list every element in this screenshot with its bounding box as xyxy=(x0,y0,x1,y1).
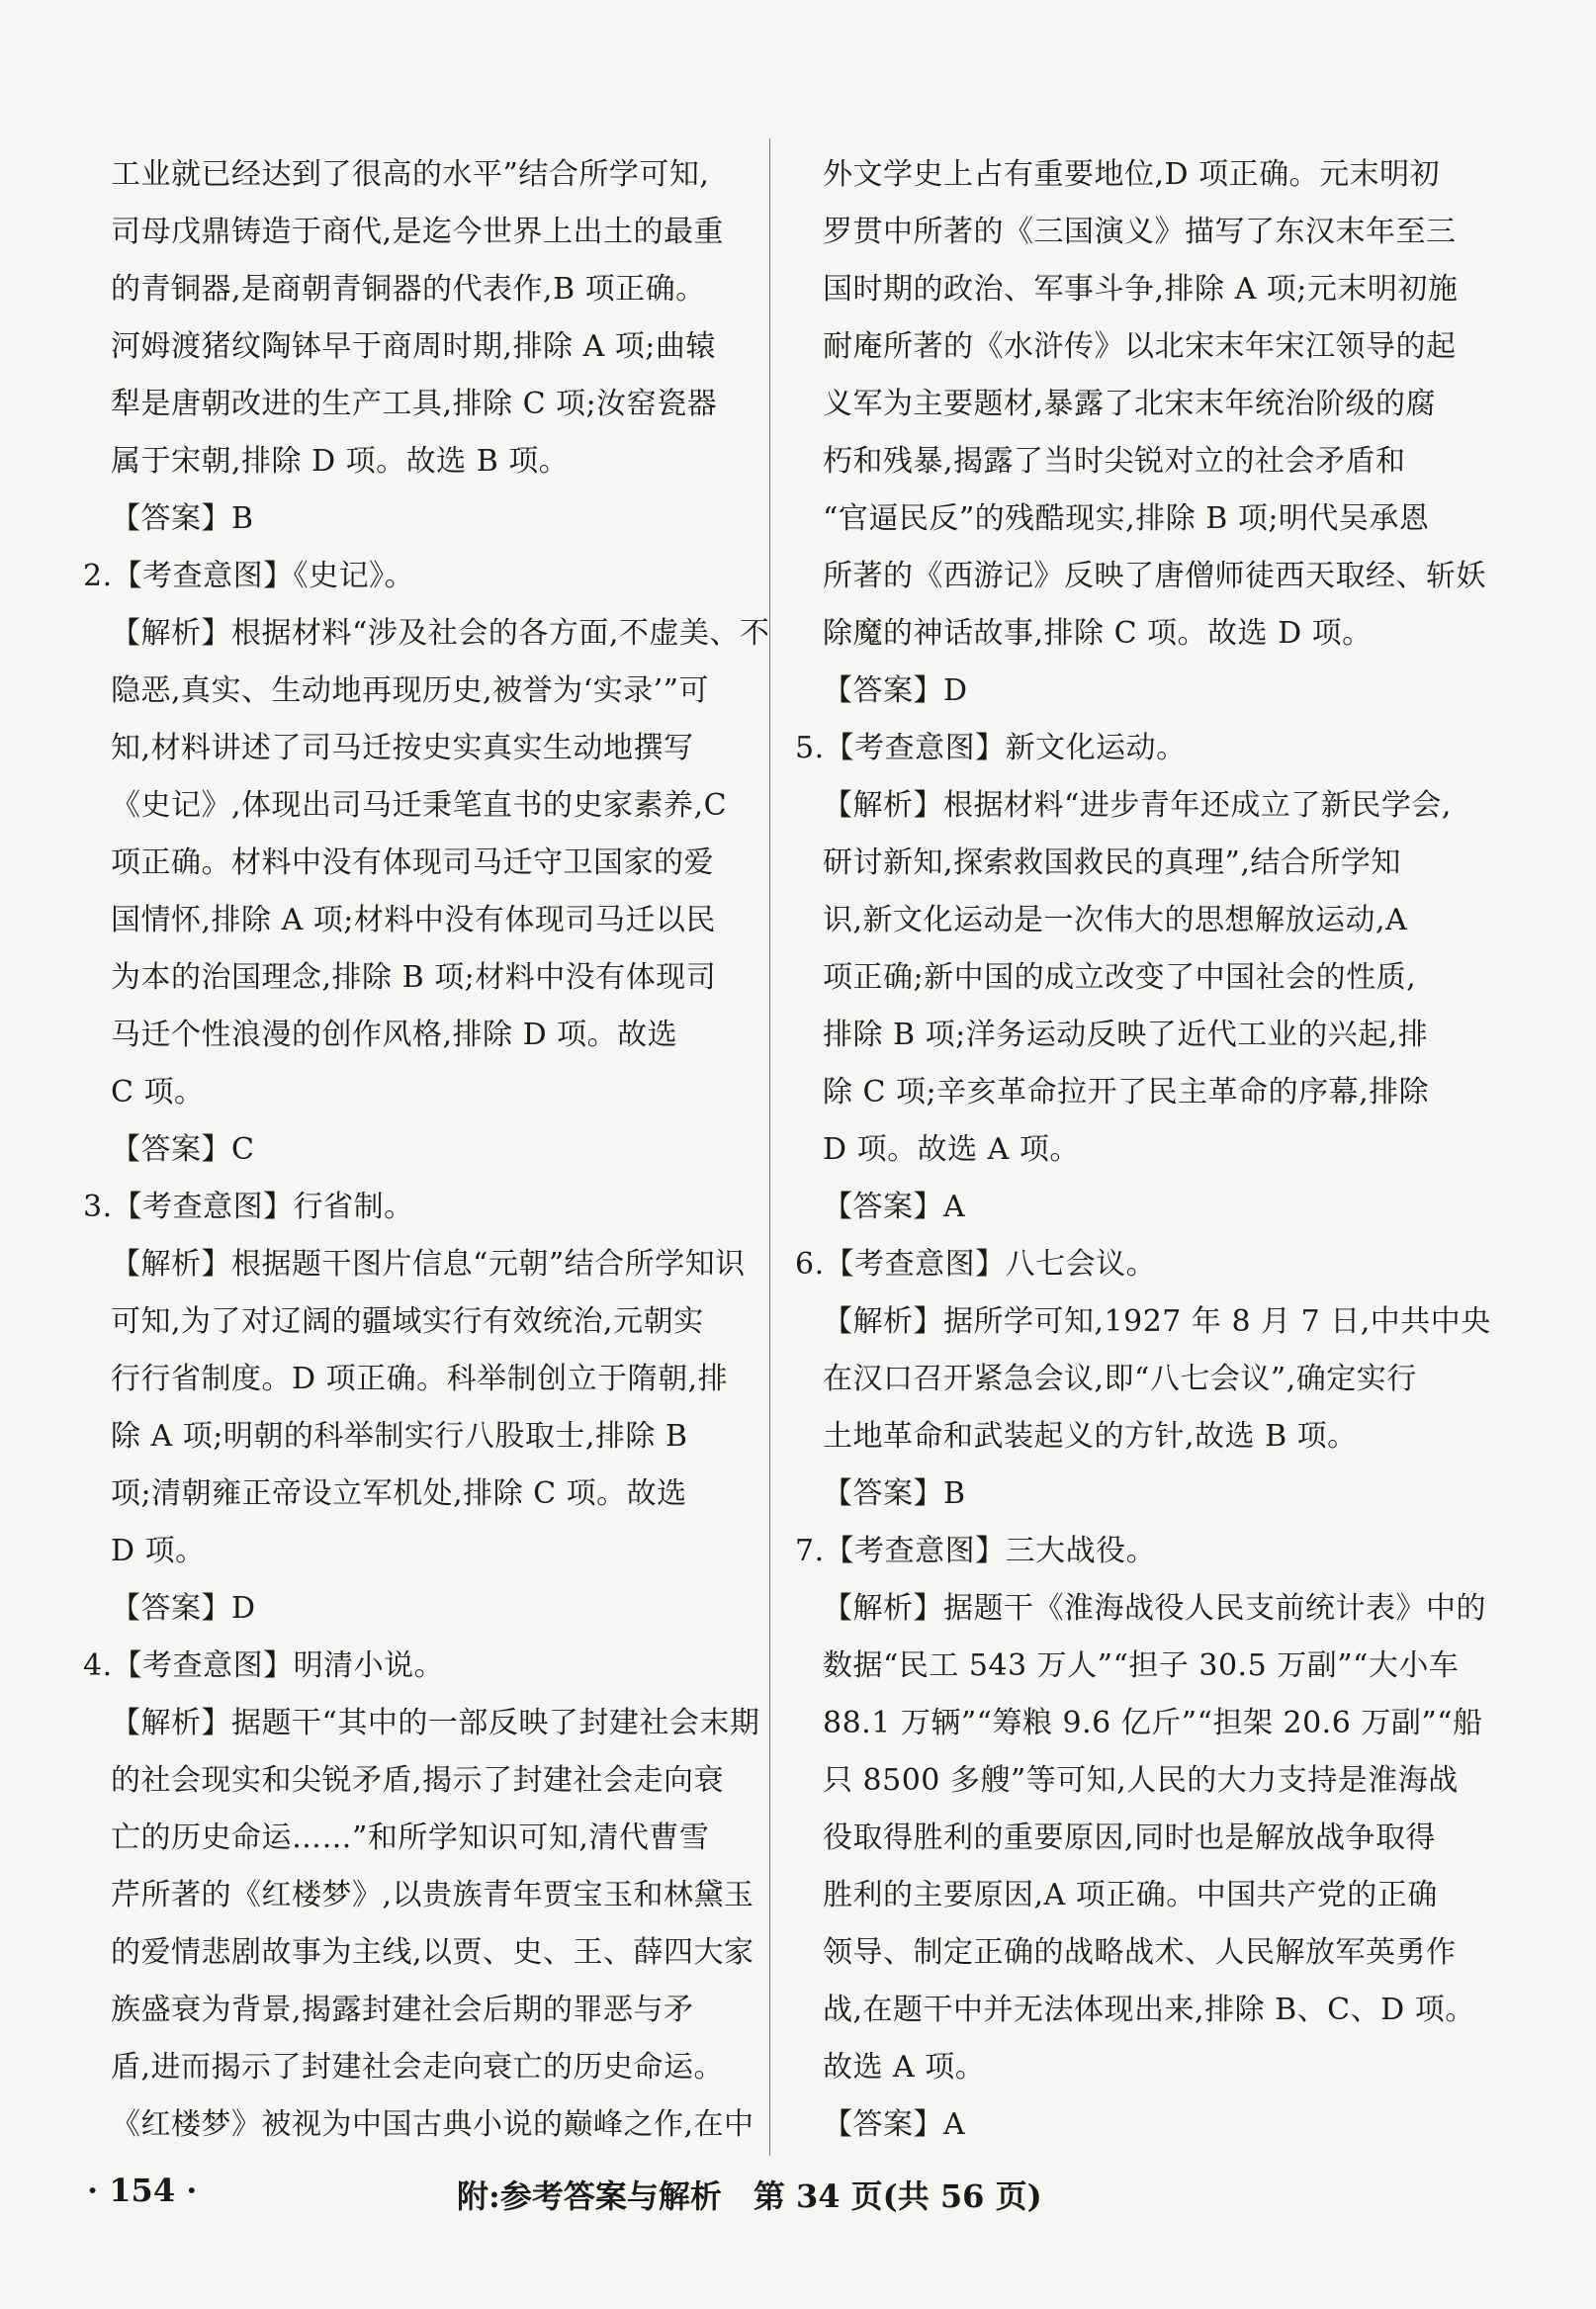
question-heading: 5.【考查意图】新文化运动。 xyxy=(795,731,1187,765)
text-line: 【答案】D xyxy=(823,673,968,708)
text-line: 【解析】根据题干图片信息“元朝”结合所学知识 xyxy=(111,1247,746,1282)
column-divider xyxy=(769,138,770,2156)
text-line: 【答案】A xyxy=(823,1190,966,1224)
footer-title: 附:参考答案与解析 第 34 页(共 56 页) xyxy=(457,2177,1042,2215)
text-line: 【答案】D xyxy=(111,1591,256,1626)
text-line: 的青铜器,是商朝青铜器的代表作,B 项正确。 xyxy=(111,272,706,307)
text-line: 盾,进而揭示了封建社会走向衰亡的历史命运。 xyxy=(111,2050,725,2085)
text-line: 除 A 项;明朝的科举制实行八股取士,排除 B xyxy=(111,1419,688,1454)
text-line: 【答案】B xyxy=(823,1476,966,1511)
text-line: 胜利的主要原因,A 项正确。中国共产党的正确 xyxy=(823,1878,1438,1912)
text-line: 马迁个性浪漫的创作风格,排除 D 项。故选 xyxy=(111,1018,678,1052)
page-footer xyxy=(0,2172,1596,2231)
text-line: 犁是唐朝改进的生产工具,排除 C 项;汝窑瓷器 xyxy=(111,387,718,421)
text-line: 项正确。材料中没有体现司马迁守卫国家的爱 xyxy=(111,845,714,880)
text-line: 的社会现实和尖锐矛盾,揭示了封建社会走向衰 xyxy=(111,1763,725,1798)
text-line: D 项。故选 A 项。 xyxy=(823,1132,1080,1167)
text-line: 【解析】据所学可知,1927 年 8 月 7 日,中共中央 xyxy=(823,1304,1491,1339)
text-line: 除魔的神话故事,排除 C 项。故选 D 项。 xyxy=(823,616,1373,651)
question-heading: 3.【考查意图】行省制。 xyxy=(83,1190,414,1224)
text-line: 司母戊鼎铸造于商代,是迄今世界上出土的最重 xyxy=(111,215,725,249)
text-line: 故选 A 项。 xyxy=(823,2050,986,2085)
question-heading: 6.【考查意图】八七会议。 xyxy=(795,1247,1157,1282)
text-line: 工业就已经达到了很高的水平”结合所学可知, xyxy=(111,157,710,192)
page-number: · 154 · xyxy=(87,2172,198,2209)
text-line: 义军为主要题材,暴露了北宋末年统治阶级的腐 xyxy=(823,387,1437,421)
text-line: 罗贯中所著的《三国演义》描写了东汉末年至三 xyxy=(823,215,1457,249)
text-line: 可知,为了对辽阔的疆域实行有效统治,元朝实 xyxy=(111,1304,704,1339)
text-line: 《红楼梦》被视为中国古典小说的巅峰之作,在中 xyxy=(111,2107,754,2142)
text-line: 【解析】根据材料“进步青年还成立了新民学会, xyxy=(823,788,1452,823)
text-line: 芹所著的《红楼梦》,以贵族青年贾宝玉和林黛玉 xyxy=(111,1878,754,1912)
text-line: 只 8500 多艘”等可知,人民的大力支持是淮海战 xyxy=(823,1763,1459,1798)
text-line: 除 C 项;辛亥革命拉开了民主革命的序幕,排除 xyxy=(823,1075,1430,1110)
text-line: 《史记》,体现出司马迁秉笔直书的史家素养,C xyxy=(111,788,728,823)
text-line: 的爱情悲剧故事为主线,以贾、史、王、薛四大家 xyxy=(111,1935,754,1970)
text-line: 【答案】C xyxy=(111,1132,255,1167)
text-line: 族盛衰为背景,揭露封建社会后期的罪恶与矛 xyxy=(111,1993,694,2027)
question-heading: 4.【考查意图】明清小说。 xyxy=(83,1648,445,1683)
text-line: 项正确;新中国的成立改变了中国社会的性质, xyxy=(823,960,1417,995)
text-line: 【解析】据题干“其中的一部反映了封建社会末期 xyxy=(111,1706,760,1740)
text-line: 河姆渡猪纹陶钵早于商周时期,排除 A 项;曲辕 xyxy=(111,329,716,364)
question-heading: 7.【考查意图】三大战役。 xyxy=(795,1534,1157,1568)
left-column xyxy=(83,146,770,2154)
text-line: D 项。 xyxy=(111,1534,206,1568)
text-line: 知,材料讲述了司马迁按史实真实生动地撰写 xyxy=(111,731,694,765)
text-line: 亡的历史命运……”和所学知识可知,清代曹雪 xyxy=(111,1821,710,1855)
text-line: “官逼民反”的残酷现实,排除 B 项;明代吴承恩 xyxy=(823,501,1430,536)
text-line: 外文学史上占有重要地位,D 项正确。元末明初 xyxy=(823,157,1441,192)
text-line: 【解析】据题干《淮海战役人民支前统计表》中的 xyxy=(823,1591,1486,1626)
text-line: 战,在题干中并无法体现出来,排除 B、C、D 项。 xyxy=(823,1993,1475,2027)
text-line: 土地革命和武装起义的方针,故选 B 项。 xyxy=(823,1419,1358,1454)
text-line: 【答案】B xyxy=(111,501,254,536)
text-line: 属于宋朝,排除 D 项。故选 B 项。 xyxy=(111,444,570,479)
text-line: 排除 B 项;洋务运动反映了近代工业的兴起,排 xyxy=(823,1018,1429,1052)
text-line: 隐恶,真实、生动地再现历史,被誉为‘实录’”可 xyxy=(111,673,709,708)
text-line: 为本的治国理念,排除 B 项;材料中没有体现司 xyxy=(111,960,717,995)
text-line: 役取得胜利的重要原因,同时也是解放战争取得 xyxy=(823,1821,1437,1855)
text-line: 行行省制度。D 项正确。科举制创立于隋朝,排 xyxy=(111,1362,729,1396)
text-line: 项;清朝雍正帝设立军机处,排除 C 项。故选 xyxy=(111,1476,687,1511)
text-line: 耐庵所著的《水浒传》以北宋末年宋江领导的起 xyxy=(823,329,1457,364)
text-line: 国时期的政治、军事斗争,排除 A 项;元末明初施 xyxy=(823,272,1459,307)
text-line: 【解析】根据材料“涉及社会的各方面,不虚美、不 xyxy=(111,616,770,651)
text-line: 领导、制定正确的战略战术、人民解放军英勇作 xyxy=(823,1935,1457,1970)
right-column xyxy=(795,146,1491,2154)
text-line: 数据“民工 543 万人”“担子 30.5 万副”“大小车 xyxy=(823,1648,1460,1683)
text-line: 所著的《西游记》反映了唐僧师徒西天取经、斩妖 xyxy=(823,559,1486,593)
text-line: 在汉口召开紧急会议,即“八七会议”,确定实行 xyxy=(823,1362,1417,1396)
text-line: 【答案】A xyxy=(823,2107,966,2142)
question-heading: 2.【考查意图】《史记》。 xyxy=(83,559,415,593)
text-line: 识,新文化运动是一次伟大的思想解放运动,A xyxy=(823,903,1408,937)
text-line: C 项。 xyxy=(111,1075,205,1110)
text-line: 朽和残暴,揭露了当时尖锐对立的社会矛盾和 xyxy=(823,444,1406,479)
text-line: 国情怀,排除 A 项;材料中没有体现司马迁以民 xyxy=(111,903,716,937)
text-line: 研讨新知,探索救国救民的真理”,结合所学知 xyxy=(823,845,1401,880)
text-line: 88.1 万辆”“筹粮 9.6 亿斤”“担架 20.6 万副”“船 xyxy=(823,1706,1483,1740)
